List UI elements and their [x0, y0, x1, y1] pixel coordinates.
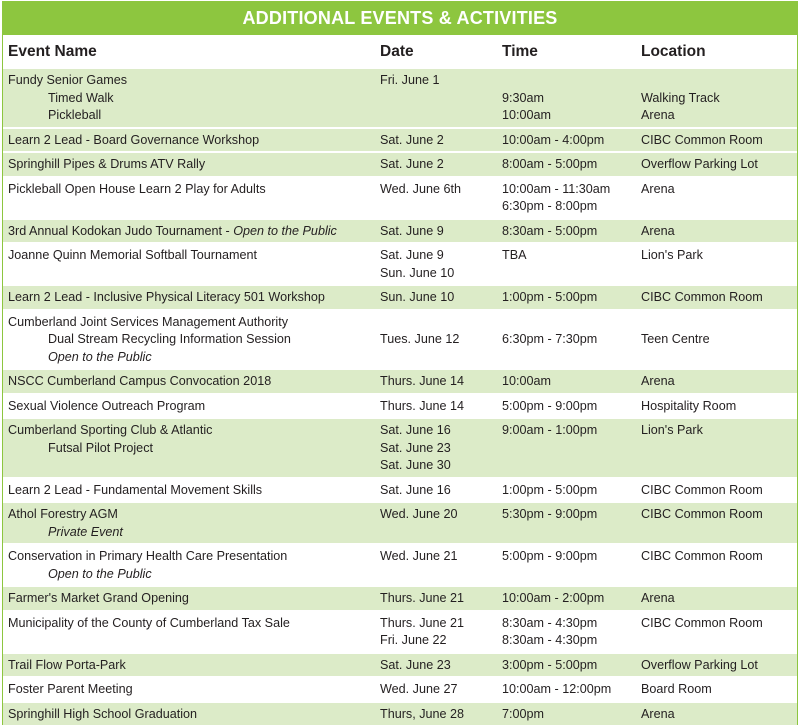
- date-cell: Fri. June 1: [375, 68, 497, 128]
- time-value: 6:30pm - 7:30pm: [502, 332, 598, 346]
- time-cell: 10:00am - 12:00pm: [497, 677, 636, 702]
- time-cell: 8:00am - 5:00pm: [497, 152, 636, 177]
- date-cell: Thurs. June 21: [375, 586, 497, 611]
- event-name: Foster Parent Meeting: [3, 677, 375, 702]
- event-note: Open to the Public: [48, 566, 152, 581]
- location-cell: CIBC Common Room: [636, 502, 797, 544]
- table-row: [3, 243, 797, 285]
- date-cell: Thurs. June 14: [375, 369, 497, 394]
- table-row: [3, 418, 797, 478]
- event-cell: [3, 68, 375, 128]
- location-cell: Arena: [636, 219, 797, 244]
- event-cell: [3, 544, 375, 586]
- event-note: Open to the Public: [48, 349, 152, 364]
- time-cell: TBA: [497, 243, 636, 285]
- date-cell: [375, 243, 497, 285]
- location-cell: CIBC Common Room: [636, 478, 797, 503]
- event-name: Cumberland Joint Services Management Authority: [8, 314, 289, 329]
- table-row: [3, 68, 797, 128]
- event-name: Springhill Pipes & Drums ATV Rally: [3, 152, 375, 177]
- date-value: Thurs. June 21: [380, 615, 465, 630]
- time-value: 8:30am - 4:30pm: [502, 615, 598, 630]
- time-cell: 5:00pm - 9:00pm: [497, 394, 636, 419]
- date-cell: Sun. June 10: [375, 285, 497, 310]
- location-cell: CIBC Common Room: [636, 544, 797, 586]
- location-cell: CIBC Common Room: [636, 128, 797, 153]
- header-time: Time: [497, 37, 636, 68]
- time-cell: 5:00pm - 9:00pm: [497, 544, 636, 586]
- event-name: Farmer's Market Grand Opening: [3, 586, 375, 611]
- event-name: Pickleball Open House Learn 2 Play for Adults: [3, 177, 375, 219]
- location-cell: Lion's Park: [636, 418, 797, 478]
- event-cell: [3, 502, 375, 544]
- time-cell: 5:30pm - 9:00pm: [497, 502, 636, 544]
- location-value: Walking Track: [641, 90, 720, 105]
- event-name: Trail Flow Porta-Park: [3, 653, 375, 678]
- time-cell: [497, 310, 636, 370]
- table-row: [3, 394, 797, 419]
- location-cell: Arena: [636, 586, 797, 611]
- table-row: [3, 310, 797, 370]
- location-cell: [636, 68, 797, 128]
- table-row: [3, 677, 797, 702]
- time-cell: 3:00pm - 5:00pm: [497, 653, 636, 678]
- location-cell: CIBC Common Room: [636, 611, 797, 653]
- date-value: Tues. June 12: [380, 332, 460, 346]
- event-subitem: Pickleball: [48, 108, 102, 122]
- time-cell: 8:30am - 5:00pm: [497, 219, 636, 244]
- time-value: 9:30am: [502, 90, 545, 105]
- date-cell: Sat. June 16: [375, 478, 497, 503]
- time-cell: 1:00pm - 5:00pm: [497, 285, 636, 310]
- location-cell: Arena: [636, 369, 797, 394]
- date-cell: [375, 418, 497, 478]
- location-value: Arena: [641, 108, 675, 122]
- table-row: [3, 128, 797, 153]
- location-cell: [636, 310, 797, 370]
- location-cell: Arena: [636, 177, 797, 219]
- date-value: Sun. June 10: [380, 265, 455, 280]
- event-name: Joanne Quinn Memorial Softball Tournament: [3, 243, 375, 285]
- event-name: Municipality of the County of Cumberland Tax Sale: [3, 611, 375, 653]
- date-cell: Sat. June 2: [375, 128, 497, 153]
- location-cell: CIBC Common Room: [636, 285, 797, 310]
- event-name: Learn 2 Lead - Board Governance Workshop: [3, 128, 375, 153]
- date-value: Sat. June 23: [380, 440, 451, 455]
- time-cell: 9:00am - 1:00pm: [497, 418, 636, 478]
- header-location: Location: [636, 37, 797, 68]
- location-cell: Lion's Park: [636, 243, 797, 285]
- time-cell: 7:00pm: [497, 702, 636, 726]
- table-row: [3, 219, 797, 244]
- event-name: Learn 2 Lead - Fundamental Movement Skills: [3, 478, 375, 503]
- event-subitem: Dual Stream Recycling Information Session: [48, 332, 291, 346]
- event-cell: [3, 219, 375, 244]
- table-row: [3, 611, 797, 653]
- header-row: [3, 37, 797, 68]
- time-value: 10:00am - 11:30am: [502, 181, 611, 196]
- event-subitem: Futsal Pilot Project: [48, 440, 153, 455]
- date-cell: Sat. June 2: [375, 152, 497, 177]
- location-cell: Arena: [636, 702, 797, 726]
- table-row: [3, 702, 797, 726]
- event-note: Private Event: [48, 524, 123, 539]
- events-table: [3, 37, 797, 725]
- location-value: Teen Centre: [641, 332, 710, 346]
- event-name: Fundy Senior Games: [8, 73, 127, 87]
- event-note: Open to the Public: [233, 223, 337, 238]
- time-value: 6:30pm - 8:00pm: [502, 199, 598, 213]
- time-cell: 10:00am - 2:00pm: [497, 586, 636, 611]
- date-value: Sat. June 30: [380, 458, 451, 472]
- date-cell: Sat. June 9: [375, 219, 497, 244]
- table-row: [3, 502, 797, 544]
- table-row: [3, 586, 797, 611]
- location-cell: Hospitality Room: [636, 394, 797, 419]
- date-cell: Wed. June 27: [375, 677, 497, 702]
- event-name: Learn 2 Lead - Inclusive Physical Literacy 501 Workshop: [3, 285, 375, 310]
- time-cell: [497, 177, 636, 219]
- header-date: Date: [375, 37, 497, 68]
- location-cell: Board Room: [636, 677, 797, 702]
- location-cell: Overflow Parking Lot: [636, 653, 797, 678]
- table-row: [3, 369, 797, 394]
- time-cell: [497, 611, 636, 653]
- event-name: NSCC Cumberland Campus Convocation 2018: [3, 369, 375, 394]
- event-cell: [3, 418, 375, 478]
- time-value: 8:30am - 4:30pm: [502, 633, 598, 647]
- date-cell: Wed. June 6th: [375, 177, 497, 219]
- table-row: [3, 285, 797, 310]
- header-event-name: Event Name: [3, 37, 375, 68]
- date-cell: Sat. June 23: [375, 653, 497, 678]
- date-cell: Thurs, June 28: [375, 702, 497, 726]
- date-cell: Wed. June 21: [375, 544, 497, 586]
- date-value: Sat. June 16: [380, 423, 451, 437]
- table-row: [3, 177, 797, 219]
- table-row: [3, 544, 797, 586]
- date-cell: Wed. June 20: [375, 502, 497, 544]
- date-cell: [375, 611, 497, 653]
- events-panel: [2, 1, 798, 725]
- event-name: Cumberland Sporting Club & Atlantic: [8, 423, 213, 437]
- time-cell: [497, 68, 636, 128]
- event-name: Conservation in Primary Health Care Presentation: [8, 549, 288, 563]
- time-cell: 10:00am: [497, 369, 636, 394]
- table-row: [3, 152, 797, 177]
- date-value: Sat. June 9: [380, 248, 444, 262]
- date-cell: Thurs. June 14: [375, 394, 497, 419]
- event-name: 3rd Annual Kodokan Judo Tournament -: [8, 223, 234, 238]
- date-cell: [375, 310, 497, 370]
- event-name: Sexual Violence Outreach Program: [3, 394, 375, 419]
- panel-title: ADDITIONAL EVENTS & ACTIVITIES: [3, 2, 797, 37]
- time-cell: 1:00pm - 5:00pm: [497, 478, 636, 503]
- table-row: [3, 653, 797, 678]
- event-subitem: Timed Walk: [48, 90, 114, 105]
- time-value: 10:00am: [502, 108, 552, 122]
- date-value: Fri. June 22: [380, 633, 447, 647]
- location-cell: Overflow Parking Lot: [636, 152, 797, 177]
- event-cell: [3, 310, 375, 370]
- event-name: Athol Forestry AGM: [8, 507, 118, 521]
- event-name: Springhill High School Graduation: [3, 702, 375, 726]
- time-cell: 10:00am - 4:00pm: [497, 128, 636, 153]
- table-row: [3, 478, 797, 503]
